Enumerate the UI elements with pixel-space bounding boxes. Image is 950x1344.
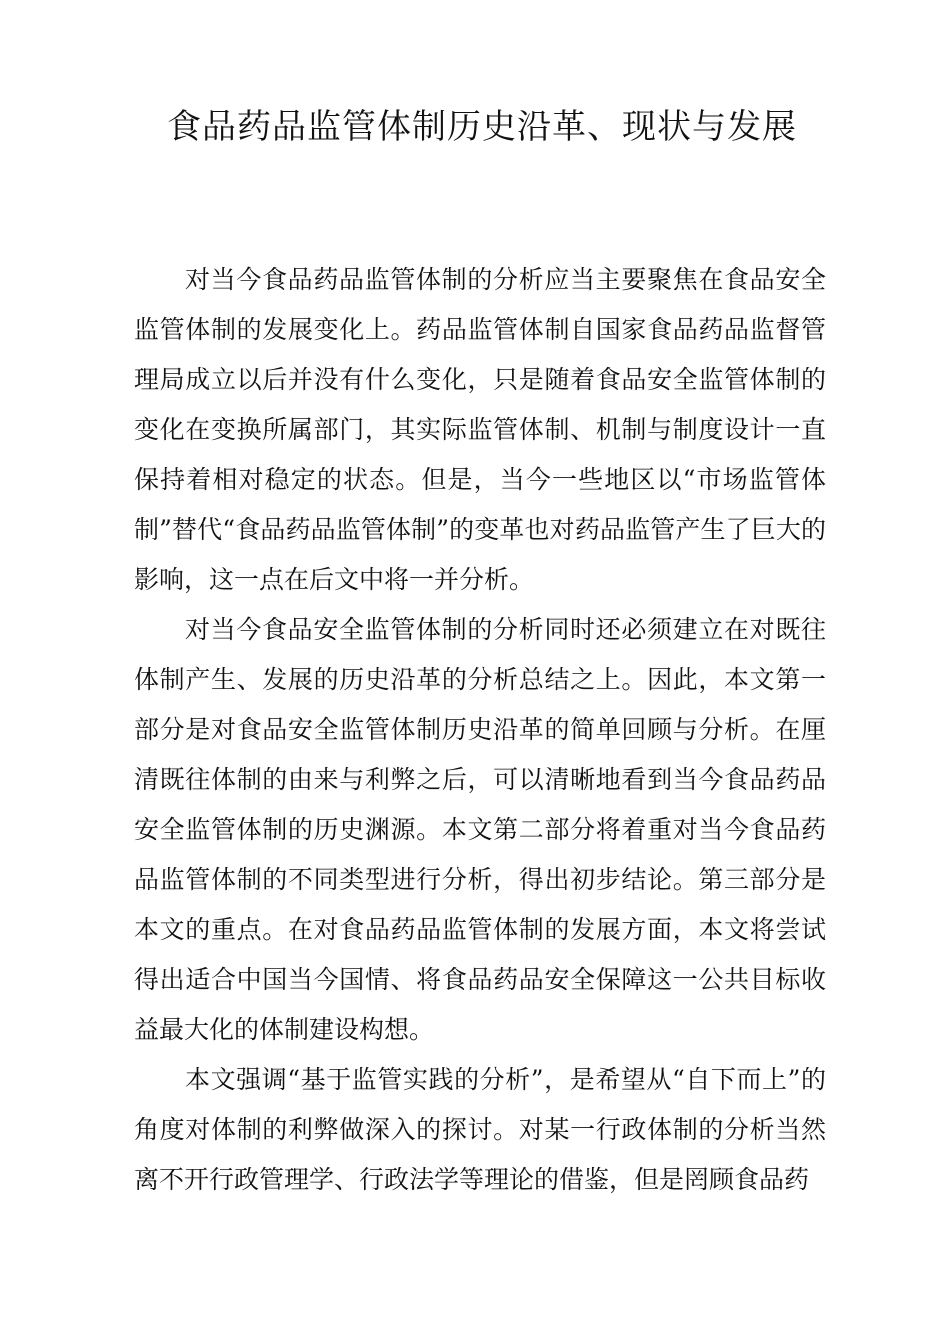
paragraph-3: 本文强调“基于监管实践的分析”，是希望从“自下而上”的角度对体制的利弊做深入的探讨。对某一行政体制的分析当然离不开行政管理学、行政法学等理论的借鉴，但是罔顾食品药 [134, 1065, 826, 1194]
document-title: 食品药品监管体制历史沿革、现状与发展 [167, 107, 797, 147]
paragraph-1: 对当今食品药品监管体制的分析应当主要聚焦在食品安全监管体制的发展变化上。药品监管体制自国家食品药品监督管理局成立以后并没有什么变化，只是随着食品安全监管体制的变化在变换所属部门，其实际监管体制、机制与制度设计一直保持着相对稳定的状态。但是，当今一些地区以“市场监管体制”替代“食品药品监管体制”的变革也对药品监管产生了巨大的影响，这一点在后文中将一并分析。 [134, 265, 826, 594]
document-body [134, 255, 826, 1205]
paragraph-2: 对当今食品安全监管体制的分析同时还必须建立在对既往体制产生、发展的历史沿革的分析总结之上。因此，本文第一部分是对食品安全监管体制历史沿革的简单回顾与分析。在厘清既往体制的由来与利弊之后，可以清晰地看到当今食品药品安全监管体制的历史渊源。本文第二部分将着重对当今食品药品监管体制的不同类型进行分析，得出初步结论。第三部分是本文的重点。在对食品药品监管体制的发展方面，本文将尝试得出适合中国当今国情、将食品药品安全保障这一公共目标收益最大化的体制建设构想。 [134, 615, 826, 1044]
